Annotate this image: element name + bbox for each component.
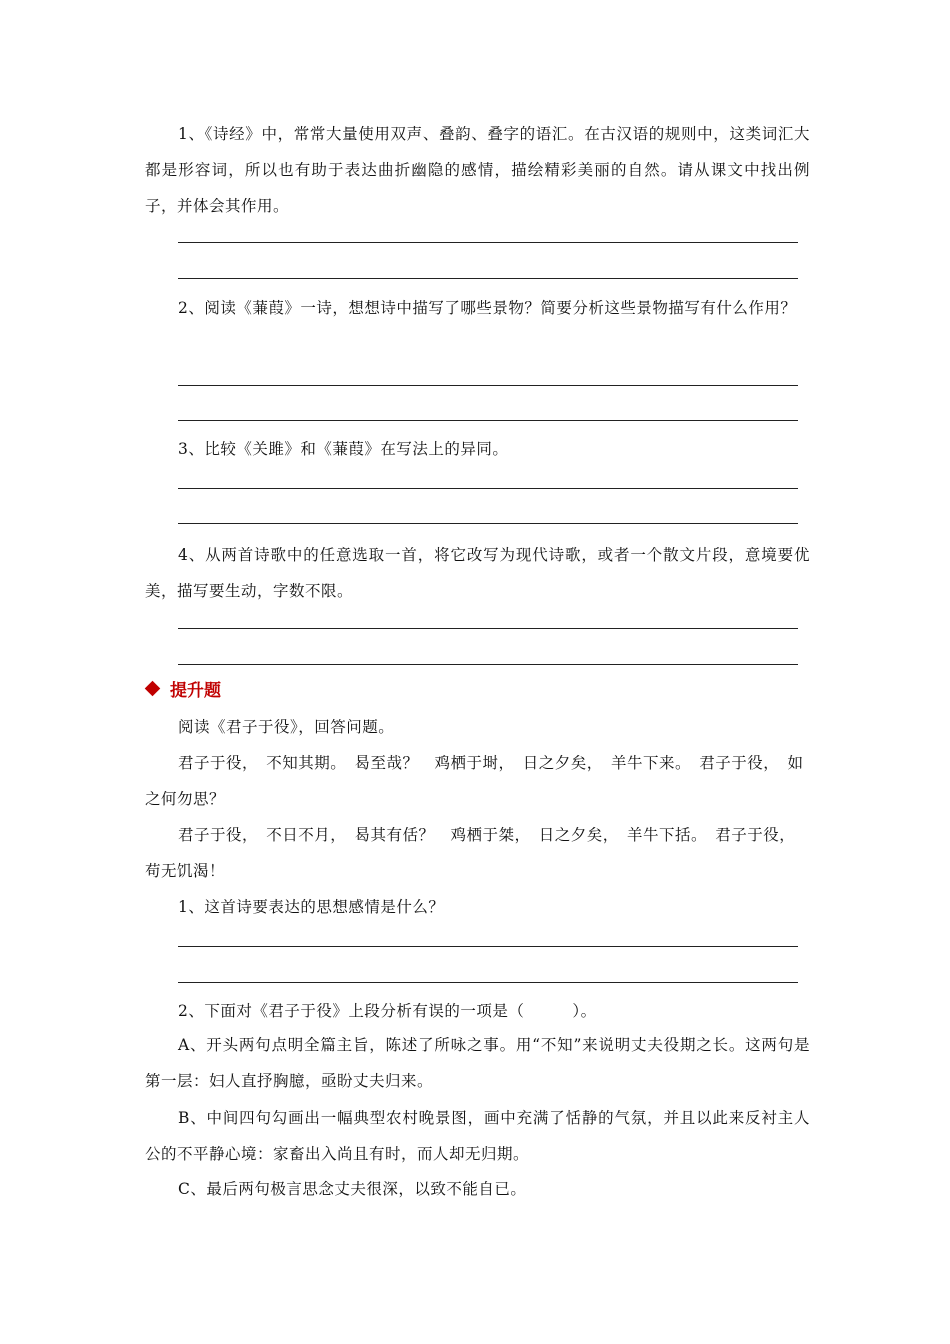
question-1: 1、《诗经》中，常常大量使用双声、叠韵、叠字的语汇。在古汉语的规则中，这类词汇大都是形容词，所以也有助于表达曲折幽隐的感情，描绘精彩美丽的自然。请从课文中找出例子，并体会其作用。 xyxy=(145,125,810,215)
question-3: 3、比较《关雎》和《蒹葭》在写法上的异同。 xyxy=(178,440,509,458)
diamond-bullet-icon xyxy=(145,681,161,697)
poem-stanza-2: 君子于役， 不日不月， 曷其有佸？ 鸡栖于桀， 日之夕矣， 羊牛下括。 君子于役， 苟无饥渴！ xyxy=(145,826,804,880)
answer-line[interactable] xyxy=(178,523,798,524)
answer-line[interactable] xyxy=(178,385,798,386)
answer-line[interactable] xyxy=(178,420,798,421)
answer-line[interactable] xyxy=(178,946,798,947)
advanced-question-1: 1、这首诗要表达的思想感情是什么？ xyxy=(178,898,445,916)
answer-line[interactable] xyxy=(178,664,798,665)
question-2: 2、阅读《蒹葭》一诗，想想诗中描写了哪些景物？简要分析这些景物描写有什么作用？ xyxy=(178,299,797,317)
poem-stanza-1: 君子于役， 不知其期。 曷至哉？ 鸡栖于埘， 日之夕矣， 羊牛下来。 君子于役， 如之何勿思？ xyxy=(145,754,804,808)
question-4: 4、从两首诗歌中的任意选取一首，将它改写为现代诗歌，或者一个散文片段，意境要优美，描写要生动，字数不限。 xyxy=(145,546,810,600)
answer-line[interactable] xyxy=(178,242,798,243)
option-a: A、开头两句点明全篇主旨，陈述了所咏之事。用“不知”来说明丈夫役期之长。这两句是第一层：妇人直抒胸臆，亟盼丈夫归来。 xyxy=(145,1036,810,1090)
answer-line[interactable] xyxy=(178,982,798,983)
reading-intro: 阅读《君子于役》，回答问题。 xyxy=(178,718,395,736)
option-b: B、中间四句勾画出一幅典型农村晚景图，画中充满了恬静的气氛，并且以此来反衬主人公的不平静心境：家畜出入尚且有时，而人却无归期。 xyxy=(145,1109,810,1163)
answer-line[interactable] xyxy=(178,628,798,629)
section-header-label: 提升题 xyxy=(170,681,221,701)
answer-line[interactable] xyxy=(178,278,798,279)
section-header xyxy=(147,679,221,703)
option-c: C、最后两句极言思念丈夫很深，以致不能自已。 xyxy=(178,1180,527,1198)
answer-line[interactable] xyxy=(178,488,798,489)
advanced-question-2: 2、下面对《君子于役》上段分析有误的一项是（ ）。 xyxy=(178,1002,597,1020)
